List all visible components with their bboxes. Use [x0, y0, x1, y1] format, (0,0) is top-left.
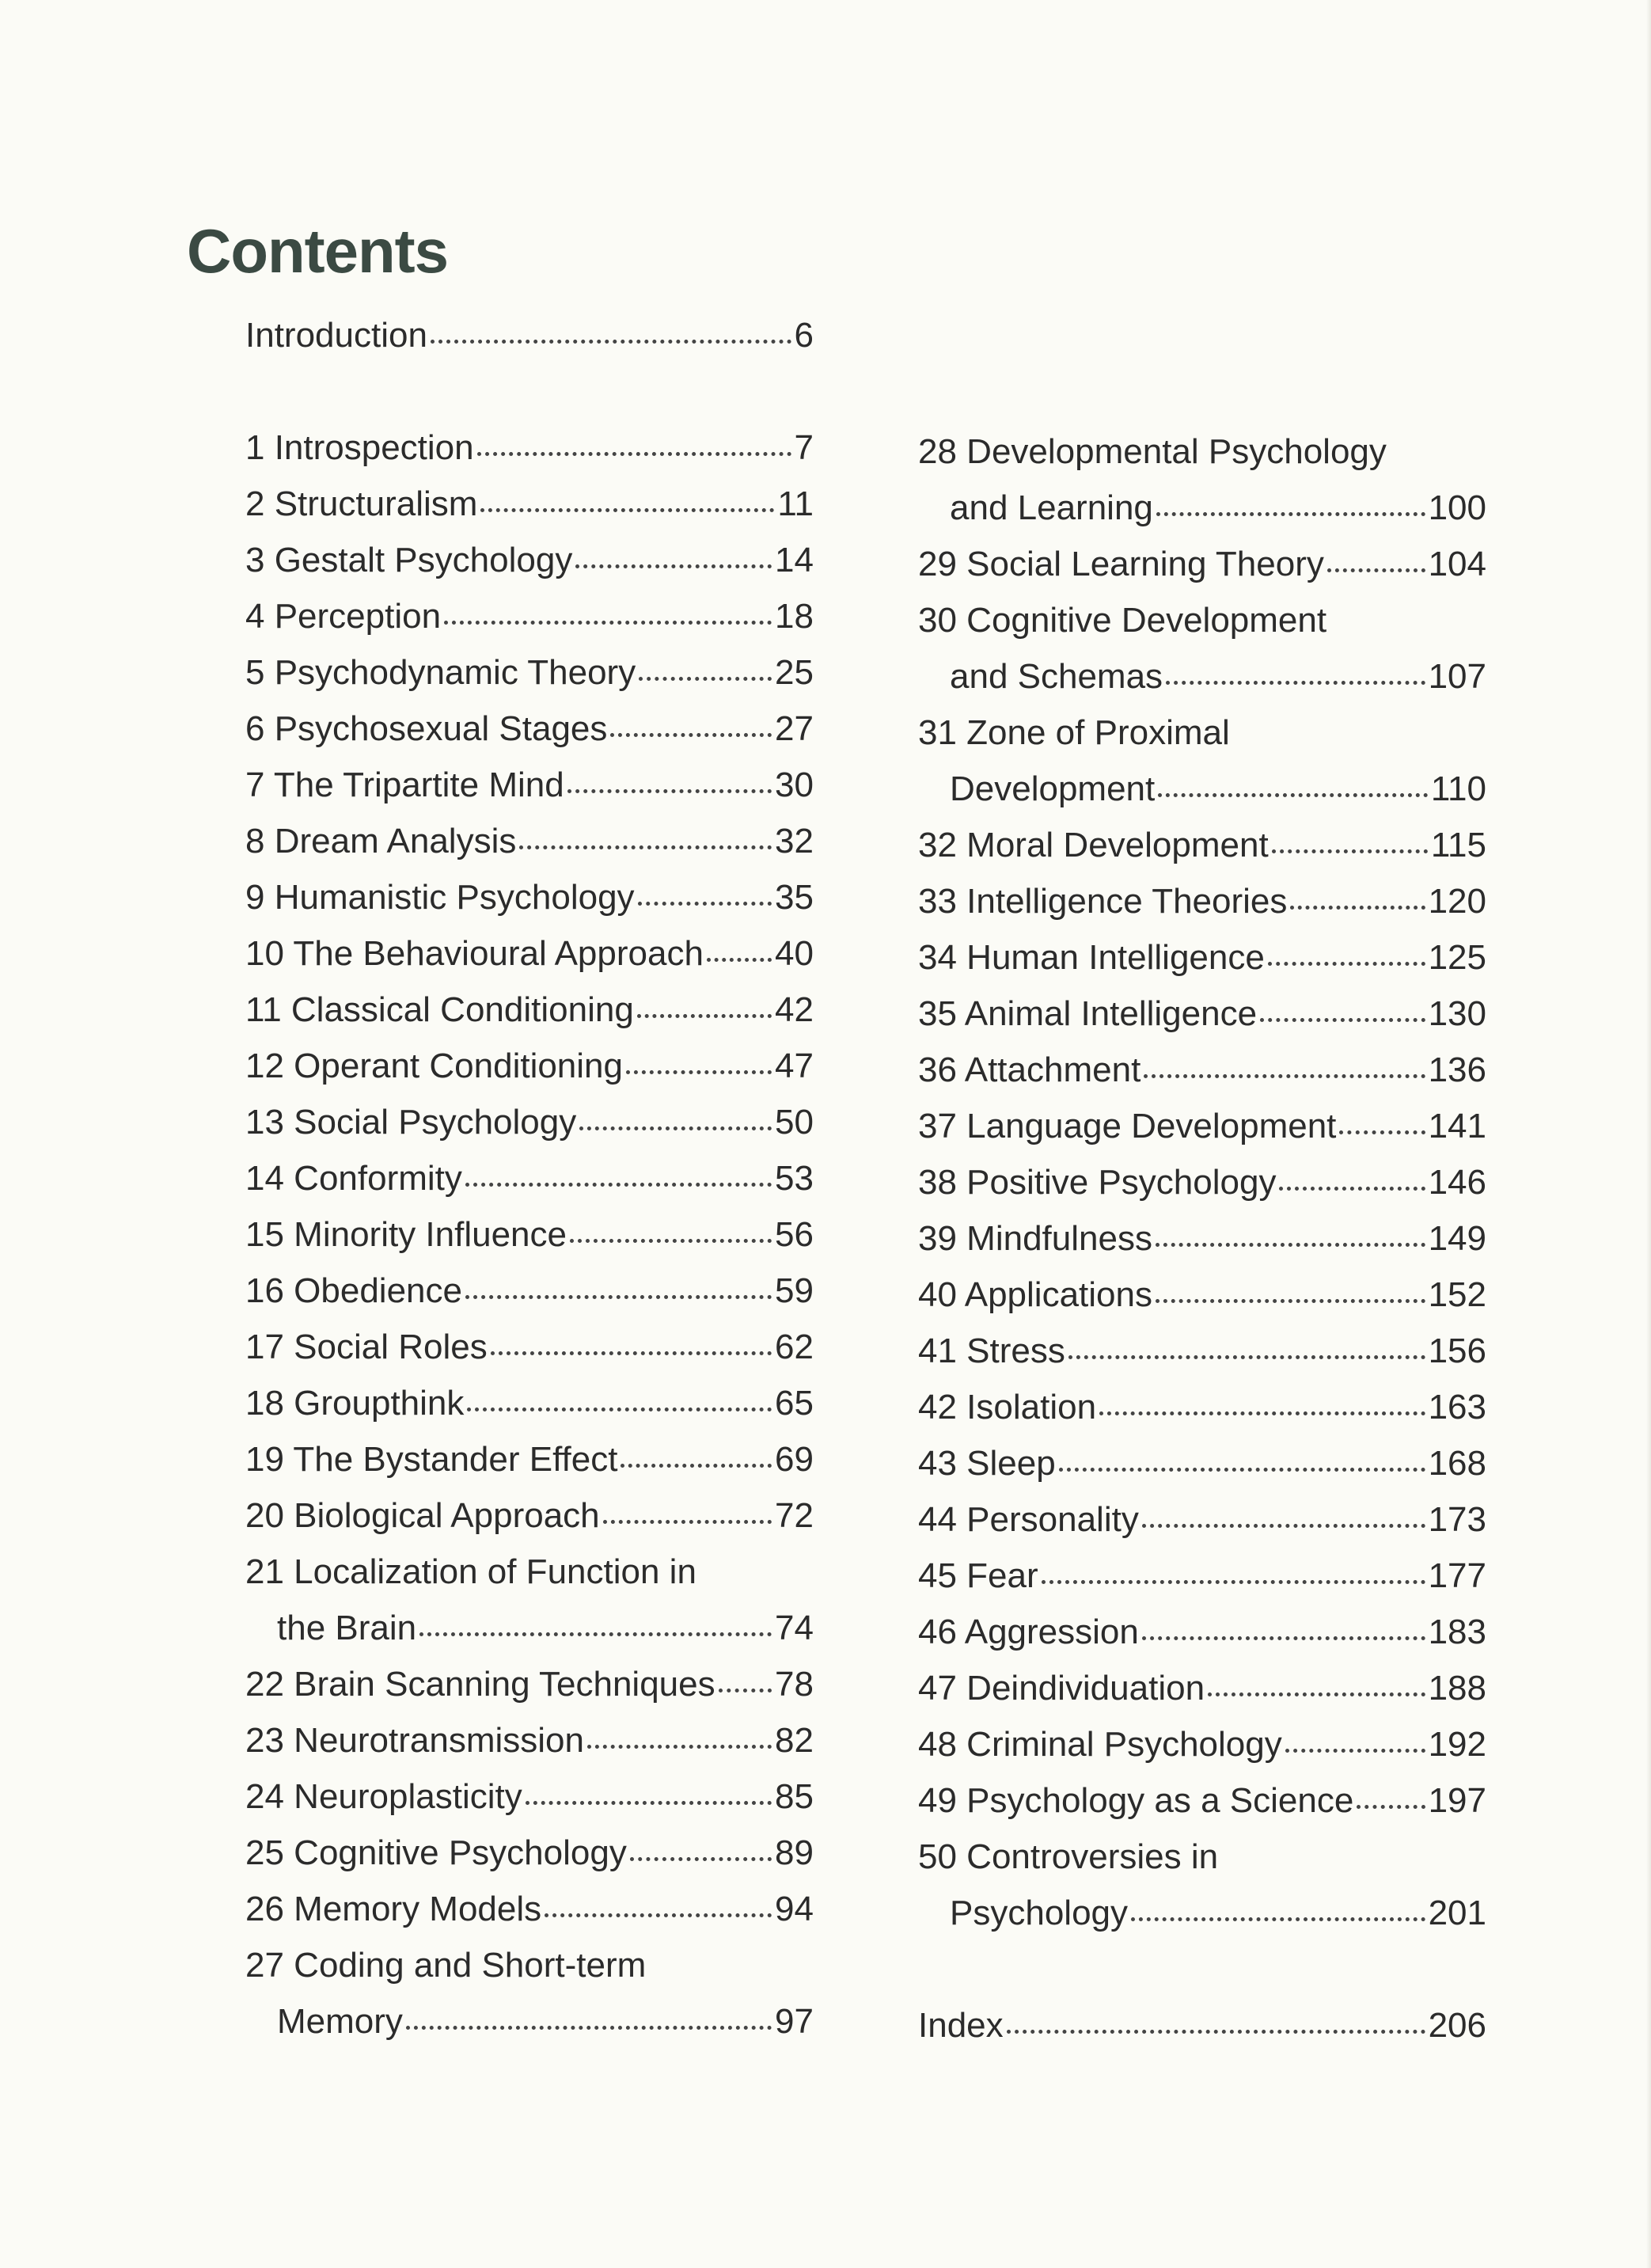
dot-leader: [621, 1464, 772, 1468]
toc-entry-label: 46 Aggression: [918, 1613, 1139, 1651]
toc-entry[interactable]: [918, 1042, 1486, 1098]
toc-entry-page: 6: [794, 316, 814, 355]
toc-entry-label: 31 Zone of Proximal: [918, 713, 1230, 752]
dot-leader: [1156, 1243, 1425, 1247]
toc-entry-label-continued: and Learning: [950, 488, 1153, 527]
toc-entry-page: 156: [1428, 1332, 1486, 1370]
toc-entry[interactable]: [245, 644, 814, 701]
dot-leader: [1142, 1636, 1425, 1640]
toc-entry[interactable]: [245, 757, 814, 813]
toc-entry-label: 32 Moral Development: [918, 826, 1269, 864]
toc-entry[interactable]: [918, 1772, 1486, 1829]
toc-entry-label: 18 Groupthink: [245, 1384, 465, 1423]
dot-leader: [480, 508, 774, 512]
toc-entry-label-continued: Psychology: [950, 1894, 1129, 1932]
toc-entry[interactable]: [245, 1937, 814, 2050]
dot-leader: [1272, 849, 1428, 853]
toc-entry-label: 42 Isolation: [918, 1388, 1097, 1427]
page-edge-shadow: [1646, 0, 1651, 2268]
toc-entry-page: 65: [775, 1384, 814, 1423]
dot-leader: [465, 1183, 772, 1187]
toc-entry-page: 85: [775, 1777, 814, 1816]
dot-leader: [1339, 1130, 1425, 1134]
toc-entry[interactable]: [245, 1150, 814, 1206]
toc-entry[interactable]: [245, 532, 814, 588]
toc-entry-page: 149: [1428, 1219, 1486, 1258]
toc-entry-label: 5 Psychodynamic Theory: [245, 653, 636, 692]
toc-entry[interactable]: [245, 588, 814, 644]
toc-entry-page: 69: [775, 1440, 814, 1479]
contents-column-left: [245, 307, 814, 2050]
toc-entry-page: 18: [775, 597, 814, 636]
toc-entry-label: 15 Minority Influence: [245, 1215, 567, 1254]
dot-leader: [638, 902, 772, 906]
toc-entry-label: 38 Positive Psychology: [918, 1163, 1277, 1202]
dot-leader: [431, 340, 791, 344]
toc-entry-label: 37 Language Development: [918, 1107, 1337, 1145]
toc-entry-label: 17 Social Roles: [245, 1328, 488, 1366]
dot-leader: [1279, 1187, 1425, 1191]
toc-entry-label: 11 Classical Conditioning: [245, 990, 634, 1029]
toc-entry[interactable]: [245, 476, 814, 532]
dot-leader: [579, 1126, 772, 1130]
dot-leader: [707, 958, 772, 962]
toc-entry[interactable]: [918, 1267, 1486, 1323]
toc-entry-label-continued: the Brain: [277, 1609, 417, 1647]
dot-leader: [603, 1520, 772, 1524]
toc-entry-label: 13 Social Psychology: [245, 1103, 577, 1142]
toc-entry[interactable]: [918, 1660, 1486, 1716]
toc-entry-page: 56: [775, 1215, 814, 1254]
toc-entry[interactable]: [245, 1038, 814, 1094]
toc-entry[interactable]: [918, 1829, 1486, 1941]
toc-entry-label: 25 Cognitive Psychology: [245, 1833, 627, 1872]
toc-entry-page: 11: [777, 484, 814, 523]
toc-entry-label: 7 The Tripartite Mind: [245, 765, 564, 804]
dot-leader: [1208, 1692, 1425, 1696]
dot-leader: [575, 564, 772, 568]
dot-leader: [545, 1913, 772, 1917]
dot-leader: [637, 1014, 772, 1018]
toc-entry-page: 82: [775, 1721, 814, 1760]
toc-entry-page: 197: [1428, 1781, 1486, 1820]
toc-entry-label-continued: and Schemas: [950, 657, 1163, 696]
dot-leader: [1131, 1917, 1425, 1921]
dot-leader: [519, 845, 772, 849]
dot-leader: [610, 733, 772, 737]
toc-entry-label: 39 Mindfulness: [918, 1219, 1152, 1258]
toc-entry-page: 115: [1430, 826, 1486, 864]
dot-leader: [1285, 1749, 1425, 1753]
toc-entry-label: 34 Human Intelligence: [918, 938, 1265, 977]
toc-entry-page: 163: [1428, 1388, 1486, 1427]
toc-entry[interactable]: [918, 536, 1486, 592]
toc-entry[interactable]: [918, 1098, 1486, 1154]
toc-entry-page: 7: [794, 428, 814, 467]
toc-entry[interactable]: [245, 925, 814, 982]
dot-leader: [1059, 1468, 1425, 1472]
toc-entry-page: 141: [1428, 1107, 1486, 1145]
toc-entry-label: 29 Social Learning Theory: [918, 545, 1324, 583]
toc-list-right: [918, 424, 1486, 1941]
dot-leader: [1357, 1805, 1425, 1809]
toc-entry[interactable]: [918, 986, 1486, 1042]
dot-leader: [1042, 1580, 1425, 1584]
toc-entry-page: 42: [775, 990, 814, 1029]
toc-entry-label-continued: Memory: [277, 2002, 403, 2041]
toc-entry-label: 44 Personality: [918, 1500, 1139, 1539]
dot-leader: [526, 1801, 772, 1805]
toc-entry-label: 30 Cognitive Development: [918, 601, 1327, 640]
toc-entry-label: 40 Applications: [918, 1275, 1152, 1314]
toc-entry-label: 45 Fear: [918, 1556, 1038, 1595]
toc-entry[interactable]: [918, 424, 1486, 536]
toc-entry-page: 74: [775, 1609, 814, 1647]
toc-entry[interactable]: [245, 982, 814, 1038]
toc-entry-page: 89: [775, 1833, 814, 1872]
toc-entry-label: 41 Stress: [918, 1332, 1065, 1370]
toc-entry-label: Introduction: [245, 316, 427, 355]
dot-leader: [1158, 793, 1428, 797]
toc-entry[interactable]: [918, 873, 1486, 929]
toc-entry[interactable]: [245, 1487, 814, 1544]
dot-leader: [419, 1632, 772, 1636]
toc-entry[interactable]: [245, 1431, 814, 1487]
toc-entry-label: 3 Gestalt Psychology: [245, 541, 573, 579]
toc-entry-label: 43 Sleep: [918, 1444, 1056, 1483]
toc-entry-label: 35 Animal Intelligence: [918, 994, 1258, 1033]
toc-entry[interactable]: [245, 869, 814, 925]
toc-entry[interactable]: [245, 1206, 814, 1263]
dot-leader: [567, 789, 772, 793]
dot-leader: [1290, 906, 1425, 910]
toc-entry-label: 26 Memory Models: [245, 1890, 542, 1928]
toc-entry-page: 94: [775, 1890, 814, 1928]
toc-entry-label: 12 Operant Conditioning: [245, 1047, 623, 1085]
toc-entry-label: 14 Conformity: [245, 1159, 462, 1198]
toc-entry-label: 16 Obedience: [245, 1271, 462, 1310]
toc-entry-page: 168: [1428, 1444, 1486, 1483]
dot-leader: [1260, 1018, 1425, 1022]
toc-entry-page: 30: [775, 765, 814, 804]
dot-leader: [1099, 1411, 1425, 1415]
dot-leader: [491, 1351, 772, 1355]
contents-column-right: [918, 424, 1486, 2053]
toc-entry-page: 25: [775, 653, 814, 692]
toc-entry-page: 104: [1428, 545, 1486, 583]
toc-entry[interactable]: [918, 1379, 1486, 1435]
toc-entry[interactable]: [918, 1716, 1486, 1772]
toc-entry-page: 40: [775, 934, 814, 973]
toc-entry-page: 53: [775, 1159, 814, 1198]
toc-entry-label: 23 Neurotransmission: [245, 1721, 584, 1760]
toc-entry-label: 2 Structuralism: [245, 484, 478, 523]
toc-entry-page: 97: [775, 2002, 814, 2041]
dot-leader: [1068, 1355, 1425, 1359]
toc-entry-page: 120: [1428, 882, 1486, 921]
toc-entry-label: 21 Localization of Function in: [245, 1552, 696, 1591]
dot-leader: [630, 1857, 772, 1861]
toc-entry[interactable]: [245, 1544, 814, 1656]
dot-leader: [467, 1408, 772, 1411]
toc-entry-page: 110: [1430, 769, 1486, 808]
toc-entry[interactable]: [245, 1768, 814, 1825]
toc-entry[interactable]: [245, 1825, 814, 1881]
toc-entry-page: 183: [1428, 1613, 1486, 1651]
dot-leader: [719, 1689, 772, 1692]
toc-entry-label: 24 Neuroplasticity: [245, 1777, 522, 1816]
toc-entry[interactable]: [245, 1712, 814, 1768]
dot-leader: [1166, 681, 1425, 685]
toc-entry[interactable]: [245, 1881, 814, 1937]
toc-entry[interactable]: [245, 1263, 814, 1319]
toc-entry-label: 4 Perception: [245, 597, 442, 636]
dot-leader: [1268, 962, 1425, 966]
toc-entry-label: 28 Developmental Psychology: [918, 432, 1387, 471]
toc-entry-page: 107: [1428, 657, 1486, 696]
toc-entry-page: 47: [775, 1047, 814, 1085]
dot-leader: [1156, 512, 1425, 516]
toc-entry[interactable]: [918, 1154, 1486, 1210]
toc-entry[interactable]: [918, 705, 1486, 817]
toc-entry[interactable]: [245, 1319, 814, 1375]
toc-entry-label: 19 The Bystander Effect: [245, 1440, 618, 1479]
dot-leader: [570, 1239, 772, 1243]
toc-entry-page: 100: [1428, 488, 1486, 527]
toc-entry-label: Index: [918, 2006, 1004, 2045]
toc-entry[interactable]: [918, 1548, 1486, 1604]
toc-entry-page: 136: [1428, 1050, 1486, 1089]
toc-entry[interactable]: [245, 1656, 814, 1712]
toc-entry[interactable]: [245, 813, 814, 869]
toc-entry-page: 192: [1428, 1725, 1486, 1764]
toc-entry-page: 59: [775, 1271, 814, 1310]
toc-entry-page: 35: [775, 878, 814, 917]
toc-entry-label: 20 Biological Approach: [245, 1496, 600, 1535]
toc-entry[interactable]: [245, 1375, 814, 1431]
toc-entry[interactable]: [918, 1604, 1486, 1660]
dot-leader: [1142, 1524, 1425, 1528]
toc-entry-label: 27 Coding and Short-term: [245, 1946, 647, 1985]
toc-entry-page: 177: [1428, 1556, 1486, 1595]
toc-entry-page: 32: [775, 822, 814, 860]
toc-entry-label: 33 Intelligence Theories: [918, 882, 1288, 921]
toc-entry[interactable]: [245, 1094, 814, 1150]
page-title: Contents: [187, 216, 448, 286]
dot-leader: [406, 2026, 772, 2030]
toc-entry-page: 206: [1428, 2006, 1486, 2045]
toc-entry-page: 125: [1428, 938, 1486, 977]
dot-leader: [1007, 2030, 1425, 2034]
toc-entry-page: 14: [775, 541, 814, 579]
dot-leader: [465, 1295, 772, 1299]
toc-entry[interactable]: [245, 701, 814, 757]
toc-entry-page: 50: [775, 1103, 814, 1142]
toc-entry-page: 173: [1428, 1500, 1486, 1539]
dot-leader: [587, 1745, 772, 1749]
toc-entry-page: 188: [1428, 1669, 1486, 1708]
toc-entry[interactable]: [918, 1435, 1486, 1491]
toc-entry[interactable]: [918, 929, 1486, 986]
toc-entry-label-continued: Development: [950, 769, 1156, 808]
toc-entry-label: 49 Psychology as a Science: [918, 1781, 1354, 1820]
toc-entry-label: 36 Attachment: [918, 1050, 1141, 1089]
toc-entry-page: 201: [1428, 1894, 1486, 1932]
dot-leader: [1144, 1074, 1425, 1078]
toc-entry-index[interactable]: [918, 1997, 1486, 2053]
toc-entry[interactable]: [918, 1210, 1486, 1267]
toc-entry-label: 50 Controversies in: [918, 1837, 1219, 1876]
toc-list-left: [245, 420, 814, 2050]
toc-entry-introduction[interactable]: [245, 307, 814, 363]
toc-entry[interactable]: [918, 1491, 1486, 1548]
dot-leader: [477, 452, 791, 456]
toc-entry-label: 9 Humanistic Psychology: [245, 878, 635, 917]
dot-leader: [1156, 1299, 1425, 1303]
dot-leader: [626, 1070, 772, 1074]
toc-entry-page: 152: [1428, 1275, 1486, 1314]
toc-entry-label: 48 Criminal Psychology: [918, 1725, 1282, 1764]
toc-entry-page: 130: [1428, 994, 1486, 1033]
dot-leader: [639, 677, 772, 681]
toc-entry-page: 146: [1428, 1163, 1486, 1202]
toc-entry[interactable]: [918, 817, 1486, 873]
toc-entry-label: 10 The Behavioural Approach: [245, 934, 704, 973]
toc-entry-label: 8 Dream Analysis: [245, 822, 517, 860]
dot-leader: [444, 621, 772, 625]
toc-entry-label: 6 Psychosexual Stages: [245, 709, 608, 748]
toc-entry[interactable]: [918, 1323, 1486, 1379]
toc-entry-page: 78: [775, 1665, 814, 1704]
toc-entry-label: 1 Introspection: [245, 428, 474, 467]
dot-leader: [1327, 568, 1425, 572]
toc-entry[interactable]: [918, 592, 1486, 705]
toc-entry-page: 62: [775, 1328, 814, 1366]
toc-entry-page: 27: [775, 709, 814, 748]
toc-entry-label: 47 Deindividuation: [918, 1669, 1205, 1708]
spacer: [918, 1941, 1486, 1997]
toc-entry[interactable]: [245, 420, 814, 476]
toc-entry-page: 72: [775, 1496, 814, 1535]
toc-entry-label: 22 Brain Scanning Techniques: [245, 1665, 715, 1704]
